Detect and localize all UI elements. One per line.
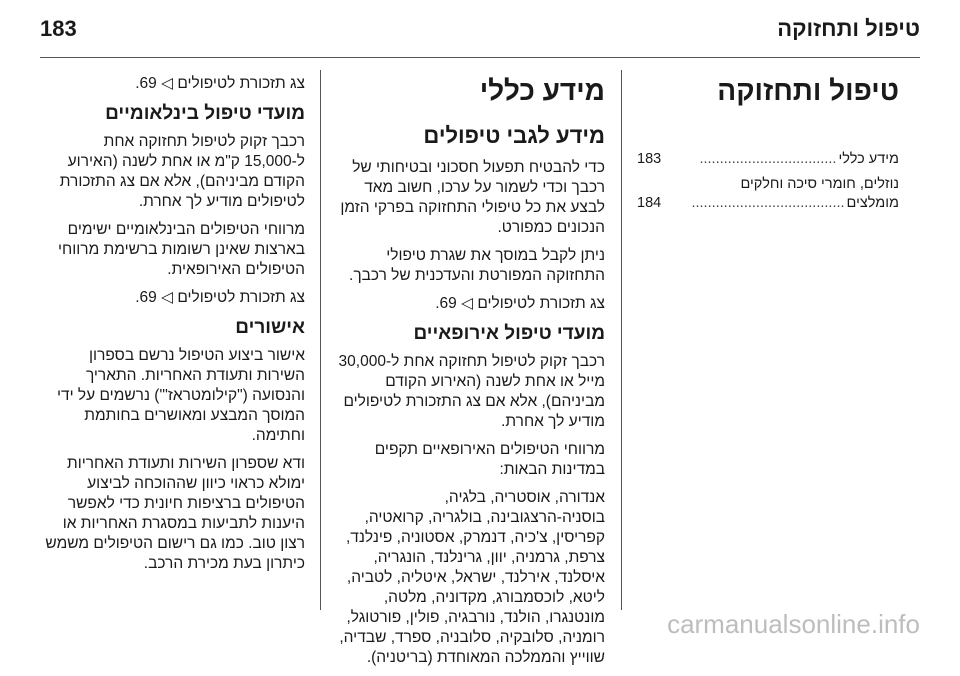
section-heading: מידע כללי — [479, 75, 605, 106]
page-header — [40, 16, 920, 58]
subsection-heading: מועדי טיפול בינלאומיים — [105, 103, 305, 124]
cross-reference: צג תזכורת לטיפולים ◁ 69. — [435, 295, 605, 312]
subsection-heading: אישורים — [235, 317, 305, 338]
body-paragraph: מרווחי הטיפולים הבינלאומיים ישימים בארצות שאינן רשומות ברשימת מרווחי הטיפולים האירופאית. — [58, 221, 305, 278]
service-intervals-column — [40, 74, 305, 582]
body-paragraph: ודא שספרון השירות ותעודת האחריות ימולא כראוי כיוון שההוכחה לביצוע הטיפולים ברציפות חיונית כדי לאפשר היענות לתביעות במסגרת האחריות או רצון טוב. כמו גם רישום הטיפולים משמש כיתרון בעת מכירת הרכב. — [45, 455, 305, 572]
table-of-contents — [637, 150, 899, 214]
body-paragraph: מרווחי הטיפולים האירופאיים תקפים במדינות הבאות: — [374, 441, 605, 478]
body-paragraph: רכבך זקוק לטיפול תחזוקה אחת ל-15,000 ק"מ או אחת לשנה (האירוע הקודם מביניהם), אלא אם צג התזכורת לטיפולים מודיע לך אחרת. — [59, 133, 305, 210]
subsection-heading: מידע לגבי טיפולים — [423, 123, 605, 148]
header-rule — [40, 57, 920, 58]
cross-reference: צג תזכורת לטיפולים ◁ 69. — [135, 289, 305, 306]
toc-entry[interactable] — [637, 194, 899, 213]
country-list: אנדורה, אוסטריה, בלגיה, בוסניה-הרצגובינה, בולגריה, קרואטיה, קפריסין, צ'כיה, דנמרק, אסטוניה, פינלנד, צרפת, גרמניה, יוון, גרינלנד, הונגריה, איסלנד, אירלנד, ישראל, איטליה, לטביה, ליטא, לוכסמבורג, מקדוניה, מלטה, מונטנגרו, הולנד, נורבגיה, פולין, פורטוגל, רומניה, סלובקיה, סלובניה, ספרד, שבדיה, שווייץ והממלכה המאוחדת (בריטניה). — [339, 489, 605, 666]
toc-entry-label: נוזלים, חומרי סיכה וחלקים — [740, 176, 899, 192]
toc-entry[interactable] — [637, 175, 899, 194]
body-paragraph: ניתן לקבל במוסך את שגרת טיפולי התחזוקה המפורטת והעדכנית של רכבך. — [349, 247, 605, 284]
column-separator-left — [320, 70, 321, 610]
cross-reference: צג תזכורת לטיפולים ◁ 69. — [135, 75, 305, 92]
toc-entry-label: מידע כללי — [838, 151, 899, 167]
chapter-title: טיפול ותחזוקה — [717, 75, 899, 106]
column-separator-right — [621, 70, 622, 610]
subsection-heading: מועדי טיפול אירופאיים — [413, 323, 605, 344]
general-info-column — [335, 66, 605, 676]
chapter-column — [637, 66, 899, 122]
body-paragraph: רכבך זקוק לטיפול תחזוקה אחת ל-30,000 מייל או אחת לשנה (האירוע הקודם מביניהם), אלא אם צג התזכורת לטיפולים מודיע לך אחרת. — [338, 353, 605, 430]
body-paragraph: כדי להבטיח תפעול חסכוני ובטיחותי של רכבך וכדי לשמור על ערכו, חשוב מאד לבצע את כל טיפולי התחזוקה בפרקי הזמן הנכונים כמפורט. — [340, 159, 605, 236]
toc-entry-label: מומלצים — [846, 195, 899, 211]
toc-entry-page: 183 — [637, 151, 662, 167]
toc-entry-page: 184 — [637, 195, 662, 211]
watermark: carmanualsonline.info — [667, 609, 920, 639]
body-paragraph: אישור ביצוע הטיפול נרשם בספרון השירות ותעודת האחריות. התאריך והנסועה ("קילומטראז'") נרשמים על ידי המוסך המבצע ומאושרים בחותמת וחתימה. — [56, 347, 305, 444]
toc-entry[interactable] — [637, 150, 899, 169]
running-title: טיפול ותחזוקה — [777, 16, 920, 41]
toc-entry-dots: ...................................... — [691, 195, 845, 211]
toc-entry-dots: .................................. — [699, 151, 837, 167]
page-number: 183 — [40, 16, 77, 41]
